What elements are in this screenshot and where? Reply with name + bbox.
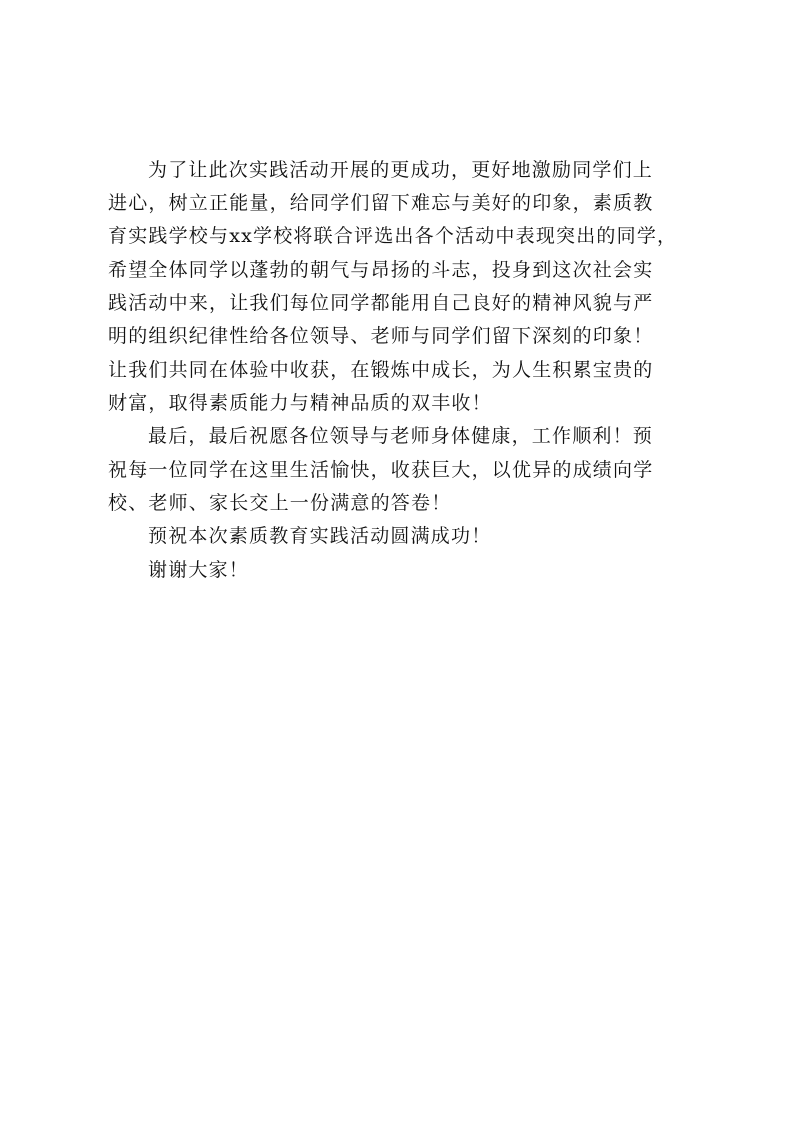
paragraph-1-line-2: 进心，树立正能量，给同学们留下难忘与美好的印象，素质教 xyxy=(108,192,654,214)
paragraph-1-line-3: 育实践学校与xx学校将联合评选出各个活动中表现突出的同学， xyxy=(108,225,678,247)
paragraph-1-line-6: 明的组织纪律性给各位领导、老师与同学们留下深刻的印象！ xyxy=(108,325,654,347)
paragraph-2-line-3: 校、老师、家长交上一份满意的答卷！ xyxy=(108,492,452,514)
paragraph-1-line-1: 为了让此次实践活动开展的更成功，更好地激励同学们上 xyxy=(148,159,654,181)
paragraph-2-line-1: 最后，最后祝愿各位领导与老师身体健康，工作顺利！预 xyxy=(148,425,654,447)
paragraph-3-line-1: 预祝本次素质教育实践活动圆满成功！ xyxy=(148,525,492,547)
paragraph-2-line-2: 祝每一位同学在这里生活愉快，收获巨大，以优异的成绩向学 xyxy=(108,459,654,481)
paragraph-1-line-8: 财富，取得素质能力与精神品质的双丰收！ xyxy=(108,392,492,414)
paragraph-1-line-5: 践活动中来，让我们每位同学都能用自己良好的精神风貌与严 xyxy=(108,292,654,314)
paragraph-1-line-4: 希望全体同学以蓬勃的朝气与昂扬的斗志，投身到这次社会实 xyxy=(108,259,654,281)
paragraph-4-line-1: 谢谢大家！ xyxy=(148,559,250,581)
paragraph-1-line-7: 让我们共同在体验中收获，在锻炼中成长，为人生积累宝贵的 xyxy=(108,359,654,381)
